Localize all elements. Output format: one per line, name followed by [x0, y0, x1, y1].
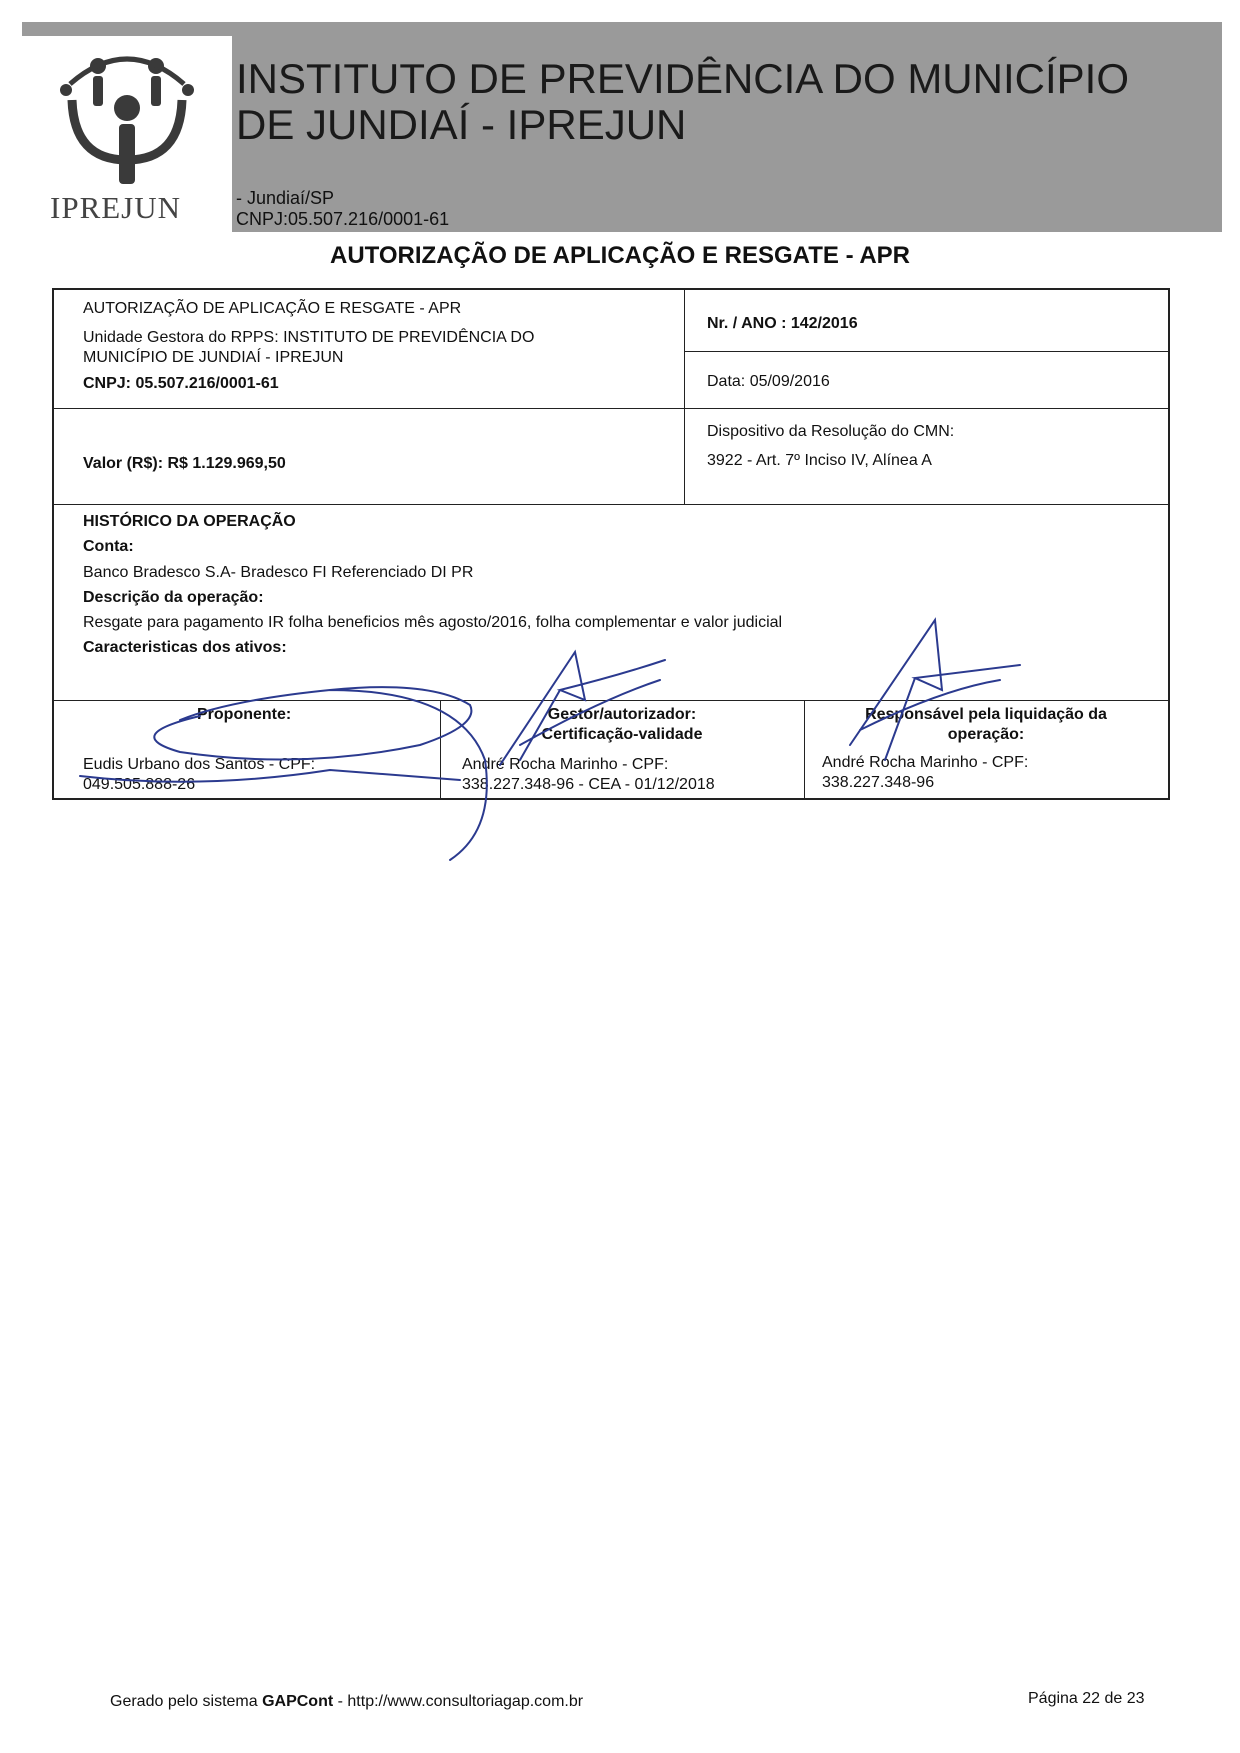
cell-divider — [684, 351, 1168, 352]
nr-ano: Nr. / ANO : 142/2016 — [707, 315, 858, 332]
document-title: AUTORIZAÇÃO DE APLICAÇÃO E RESGATE - APR — [329, 242, 911, 269]
unidade-gestora: Unidade Gestora do RPPS: INSTITUTO DE PREVIDÊNCIA DO MUNICÍPIO DE JUNDIAÍ - IPREJUN — [83, 329, 535, 366]
institution-name — [236, 56, 1136, 148]
gestor-label-1: Gestor/autorizador: — [547, 706, 697, 723]
column-divider — [684, 290, 685, 504]
logo-wordmark: IPREJUN — [50, 190, 182, 225]
row-divider — [54, 504, 1168, 505]
valor: Valor (R$): R$ 1.129.969,50 — [83, 455, 286, 472]
institution-city: - Jundiaí/SP — [236, 188, 335, 208]
institution-name-line-1: INSTITUTO DE PREVIDÊNCIA DO MUNICÍPIO — [236, 55, 1129, 102]
proponente-label: Proponente: — [197, 706, 292, 723]
responsavel-cpf: 338.227.348-96 — [822, 774, 935, 791]
page-number: Página 22 de 23 — [1028, 1690, 1145, 1707]
institution-name-line-2: DE JUNDIAÍ - IPREJUN — [236, 101, 687, 148]
section-title: AUTORIZAÇÃO DE APLICAÇÃO E RESGATE - APR — [83, 300, 462, 317]
responsavel-name: André Rocha Marinho - CPF: — [822, 754, 1029, 771]
row-divider — [54, 700, 1168, 701]
responsavel-label-1: Responsável pela liquidação da — [865, 706, 1107, 723]
iprejun-logo — [22, 36, 232, 232]
footer-system-name: GAPCont — [262, 1693, 334, 1710]
proponente-cpf: 049.505.888-26 — [83, 776, 196, 793]
gestor-label-2: Certificação-validade — [541, 726, 703, 743]
descricao-value: Resgate para pagamento IR folha beneficios mês agosto/2016, folha complementar e valor judicial — [83, 614, 783, 631]
conta-label: Conta: — [83, 538, 134, 555]
conta-value: Banco Bradesco S.A- Bradesco FI Referenciado DI PR — [83, 564, 474, 581]
footer-url: - http://www.consultoriagap.com.br — [333, 1693, 584, 1710]
logo-figures-icon — [52, 40, 202, 190]
gestor-name: André Rocha Marinho - CPF: — [462, 756, 669, 773]
form-cnpj: CNPJ: 05.507.216/0001-61 — [83, 375, 279, 392]
dispositivo-value: 3922 - Art. 7º Inciso IV, Alínea A — [707, 452, 932, 469]
institution-cnpj: CNPJ:05.507.216/0001-61 — [236, 209, 450, 229]
apr-form — [52, 288, 1170, 800]
dispositivo-label: Dispositivo da Resolução do CMN: — [707, 423, 955, 440]
row-divider — [54, 408, 1168, 409]
proponente-name: Eudis Urbano dos Santos - CPF: — [83, 756, 316, 773]
caracteristicas-label: Caracteristicas dos ativos: — [83, 639, 287, 656]
footer-prefix: Gerado pelo sistema — [110, 1693, 263, 1710]
form-date: Data: 05/09/2016 — [707, 373, 830, 390]
descricao-label: Descrição da operação: — [83, 589, 264, 606]
historico-title: HISTÓRICO DA OPERAÇÃO — [83, 513, 296, 530]
footer-generated-by — [110, 1693, 583, 1711]
responsavel-label-2: operação: — [947, 726, 1025, 743]
gestor-cpf: 338.227.348-96 - CEA - 01/12/2018 — [462, 776, 715, 793]
